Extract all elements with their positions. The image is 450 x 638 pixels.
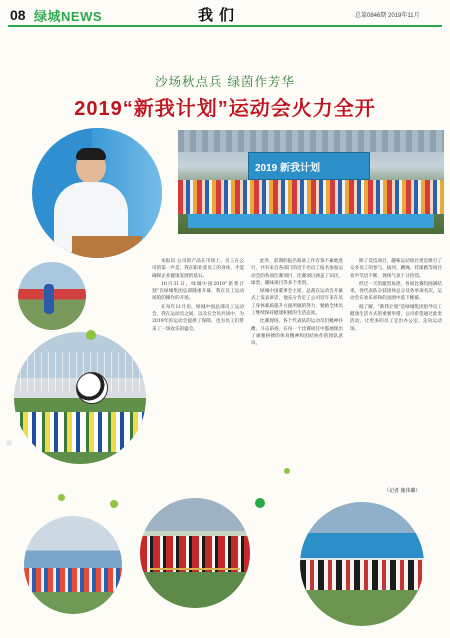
ground-banner xyxy=(188,214,434,228)
photo-roof xyxy=(178,130,444,152)
article-author: （记者 施玮璐） xyxy=(384,488,421,494)
brand-suffix: NEWS xyxy=(61,9,103,24)
paragraph: 在每年11月份，绿城中国总部员工运动会，我在运动员之间，以及在全员共同中，为2019年的运动会提供了保障，也为员工们带来了一场欢乐的盛会。 xyxy=(152,304,244,332)
relay-photo xyxy=(24,516,122,614)
paragraph: 据了解，“新我计划”是绿城集团倡导员工健康生活方式的重要举措，公司希望通过此类活动，让更多的员工走出办公室、走向运动场。 xyxy=(350,304,442,332)
brand-name: 绿城 xyxy=(34,9,62,24)
podium xyxy=(72,236,142,258)
soccer-ball xyxy=(76,372,108,404)
crowd xyxy=(178,180,444,214)
decor-dot xyxy=(86,330,96,340)
paragraph: 10月31日，绿城中国2019“新我计划”在绿城集团总部隆重开幕，我在员工运动场馆的操作的开场。 xyxy=(152,281,244,302)
runner xyxy=(44,284,54,314)
decor-dot xyxy=(110,500,118,508)
rope xyxy=(150,568,240,570)
decor-dot xyxy=(255,498,265,508)
issue-info: 总第0846期 2019年11月 xyxy=(355,13,420,19)
header-divider xyxy=(8,25,442,27)
paragraph: 此外，前期的报名筹备工作有条不紊地进行，共有来自各部门的近千名员工报名参加运动会的各项比赛项目，比赛项目涵盖了田径、球类、趣味项目等多个类别。 xyxy=(251,259,343,286)
decor-dot xyxy=(58,494,65,501)
section-title: 我们 xyxy=(198,7,241,24)
award-photo xyxy=(300,502,424,626)
speaker-photo xyxy=(32,128,162,258)
award-crowd xyxy=(300,560,424,590)
page-header xyxy=(0,0,450,24)
soccer-photo xyxy=(14,332,146,464)
group-photo xyxy=(178,130,444,234)
relay-crowd xyxy=(24,568,122,592)
article-subtitle: 沙场秋点兵 绿茵作芳华 xyxy=(155,74,295,89)
players xyxy=(14,412,146,452)
paragraph: 本报讯 公司的产品在市场上、员工在公司的第一声是，我在职业获员工的身体，才能确保企业健康发展的基石。 xyxy=(152,259,244,279)
tug-of-war-photo xyxy=(140,498,250,608)
paragraph: 绿城中国董事会主席，总裁在运动会开幕式上发表讲话，他充分肯定了公司近年来在员工身体素质提升方面所做的努力，勉励全体员工继续保持健康积极的生活态度。 xyxy=(251,289,343,317)
article-body xyxy=(152,258,442,494)
page-number: 08 xyxy=(10,7,26,23)
decor-dot xyxy=(6,440,12,446)
banner-text: 2019 新我计划 xyxy=(255,163,321,174)
brand-logo xyxy=(34,6,102,25)
paragraph: 比赛现场，各个代表队的运动员们精神抖擞、斗志昂扬，在每一个比赛项目中都展现出了顽强拼搏的体育精神和团结协作的团队意识。 xyxy=(251,319,343,347)
speaker-hair xyxy=(76,148,106,160)
running-photo xyxy=(18,262,86,330)
tug-team xyxy=(140,536,250,572)
paragraph: 经过一天的激烈角逐，各项比赛均圆满结束，各代表队分获团体总分及各单项名次，运动会在欢乐祥和的氛围中落下帷幕。 xyxy=(350,281,442,302)
banner xyxy=(248,152,370,180)
paragraph: 除了竞技项目，趣味运动项目更是吸引了众多员工的参与，拔河、跳绳、托球跑等项目欢声笑语不断，现场气氛十分热烈。 xyxy=(350,259,442,279)
article-headline: 2019“新我计划”运动会火力全开 xyxy=(74,98,376,120)
